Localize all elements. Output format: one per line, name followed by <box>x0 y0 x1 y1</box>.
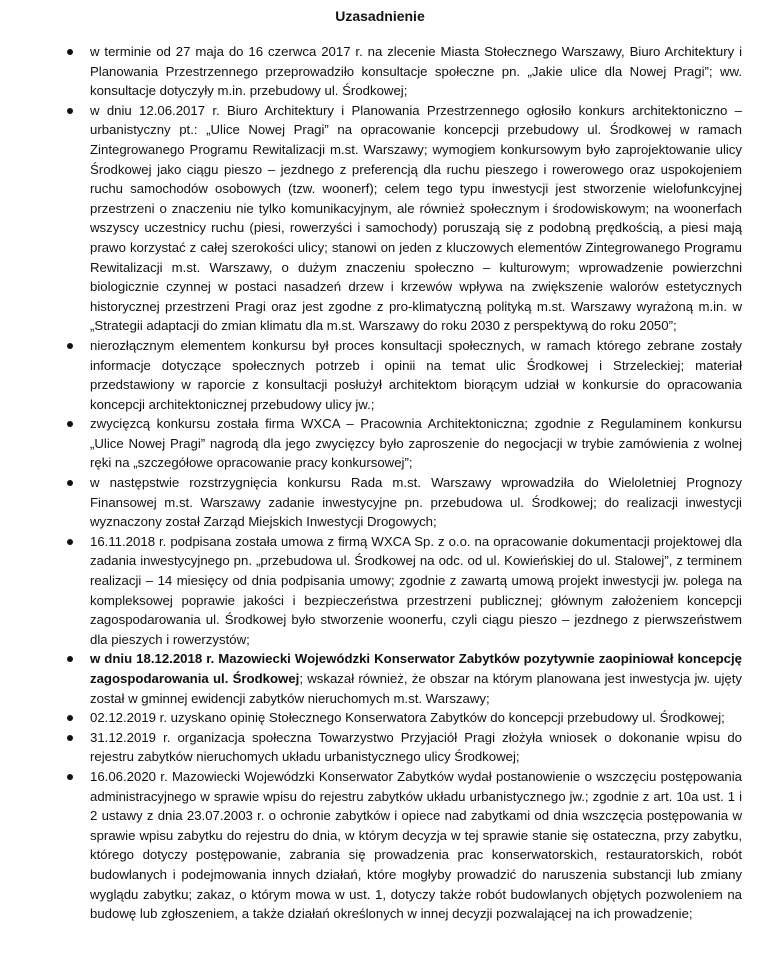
list-item <box>18 708 742 728</box>
list-item-text: w następstwie rozstrzygnięcia konkursu Rada m.st. Warszawy wprowadziła do Wieloletniej Prognozy Finansowej m.st. Warszawy zadanie inwestycyjne pn. przebudowa ul. Środkowej; do realizacji inwestycji wyznaczony został Zarząd Miejskich Inwestycji Drogowych; <box>90 475 742 530</box>
list-item-bold-text: w dniu 18.12.2018 r. Mazowiecki Wojewódzki Konserwator Zabytków pozytywnie zaopiniował koncepcję zagospodarowania ul. Środkowej <box>90 651 742 686</box>
justification-list <box>18 42 742 924</box>
list-item <box>18 414 742 473</box>
list-item-text: w dniu 12.06.2017 r. Biuro Architektury i Planowania Przestrzennego ogłosiło konkurs architektoniczno – urbanistyczny pt.: „Ulice Nowej Pragi” na opracowanie koncepcji przebudowy ul. Środkowej w ramach Zintegrowanego Programu Rewitalizacji m.st. Warszawy; wymogiem konkursowym było zaprojektowanie ulicy Środkowej jako ciągu pieszo – jezdnego z preferencją dla ruchu pieszego i rowerowego oraz uspokojeniem ruchu samochodów osobowych (tzw. woonerf); celem tego typu inwestycji jest stworzenie wielofunkcyjnej przestrzeni o znaczeniu nie tylko komunikacyjnym, ale również społecznym i środowiskowym; na woonerfach wszyscy uczestnicy ruchu (piesi, rowerzyści i samochody) poruszają się z podobną prędkością, a piesi mają prawo korzystać z całej szerokości ulicy; stanowi on jeden z kluczowych elementów Zintegrowanego Programu Rewitalizacji m.st. Warszawy, o dużym znaczeniu społeczno – kulturowym; wprowadzenie powierzchni biologicznie czynnej w postaci nasadzeń drzew i krzewów wpływa na zwiększenie walorów estetycznych historycznej przestrzeni Pragi oraz jest zgodne z pro-klimatyczną polityką m.st. Warszawy wyrażoną m.in. w „Strategii adaptacji do zmian klimatu dla m.st. Warszawy do roku 2030 z perspektywą do roku 2050”; <box>90 102 742 334</box>
list-item-text: 16.06.2020 r. Mazowiecki Wojewódzki Konserwator Zabytków wydał postanowienie o wszczęciu postępowania administracyjnego w sprawie wpisu do rejestru zabytków układu urbanistycznego jw.; zgodnie z art. 10a ust. 1 i 2 ustawy z dnia 23.07.2003 r. o ochronie zabytków i opiece nad zabytkami od dnia wszczęcia postępowania w sprawie wpisu zabytku do rejestru do dnia, w którym decyzja w tej sprawie stanie się ostateczna, przy zabytku, którego dotyczy postępowanie, zabrania się prowadzenia prac konserwatorskich, restauratorskich, robót budowlanych i podejmowania innych działań, które mogłyby prowadzić do naruszenia substancji lub zmiany wyglądu zabytku; zakaz, o którym mowa w ust. 1, dotyczy także robót budowlanych objętych pozwoleniem na budowę lub zgłoszeniem, a także działań określonych w innej decyzji pozwalającej na ich prowadzenie; <box>90 768 742 922</box>
list-item-text: 02.12.2019 r. uzyskano opinię Stołecznego Konserwatora Zabytków do koncepcji przebudowy ul. Środkowej; <box>90 710 725 726</box>
list-item <box>18 336 742 414</box>
list-item <box>18 42 742 101</box>
list-item <box>18 767 742 924</box>
list-item-text: 16.11.2018 r. podpisana została umowa z firmą WXCA Sp. z o.o. na opracowanie dokumentacji projektowej dla zadania inwestycyjnego pn. „przebudowa ul. Środkowej na odc. od ul. Kowieńskiej do ul. Stalowej”, z terminem realizacji – 14 miesięcy od dnia podpisania umowy; zgodnie z zawartą umową projekt inwestycji jw. polega na kompleksowej poprawie jakości i bezpieczeństwa przestrzeni publicznej; głównym założeniem koncepcji zagospodarowania ul. Środkowej było stworzenie woonerfu, czyli ciągu pieszo – jezdnego z pierwszeństwem dla pieszych i rowerzystów; <box>90 533 742 647</box>
list-item <box>18 473 742 532</box>
list-item <box>18 101 742 336</box>
list-item-text: nierozłącznym elementem konkursu był proces konsultacji społecznych, w ramach którego zebrane zostały informacje dotyczące społecznych potrzeb i opinii na temat ulic Środkowej i Strzeleckiej; materiał przedstawiony w raporcie z konsultacji posłużył architektom biorącym udział w konkursie do opracowania koncepcji architektonicznej przebudowy ulicy jw.; <box>90 337 742 412</box>
list-item <box>18 728 742 767</box>
list-item-text: w terminie od 27 maja do 16 czerwca 2017 r. na zlecenie Miasta Stołecznego Warszawy, Biuro Architektury i Planowania Przestrzennego przeprowadziło konsultacje społeczne pn. „Jakie ulice dla Nowej Pragi”; ww. konsultacje dotyczyły m.in. przebudowy ul. Środkowej; <box>90 44 742 99</box>
list-item <box>18 532 742 650</box>
document-title: Uzasadnienie <box>335 8 425 24</box>
list-item-text: zwycięzcą konkursu została firma WXCA – Pracownia Architektoniczna; zgodnie z Regulaminem konkursu „Ulice Nowej Pragi” nagrodą dla jego zwycięzcy było zaproszenie do negocjacji w trybie zamówienia z wolnej ręki na „szczegółowe opracowanie pracy konkursowej”; <box>90 416 742 471</box>
list-item-text: 31.12.2019 r. organizacja społeczna Towarzystwo Przyjaciół Pragi złożyła wniosek o dokonanie wpisu do rejestru zabytków nieruchomych układu urbanistycznego ulicy Środkowej; <box>90 729 742 765</box>
list-item <box>18 649 742 708</box>
list-item-text: ; wskazał również, że obszar na którym planowana jest inwestycja jw. ujęty został w gminnej ewidencji zabytków nieruchomych m.st. Warszawy; <box>90 671 743 706</box>
